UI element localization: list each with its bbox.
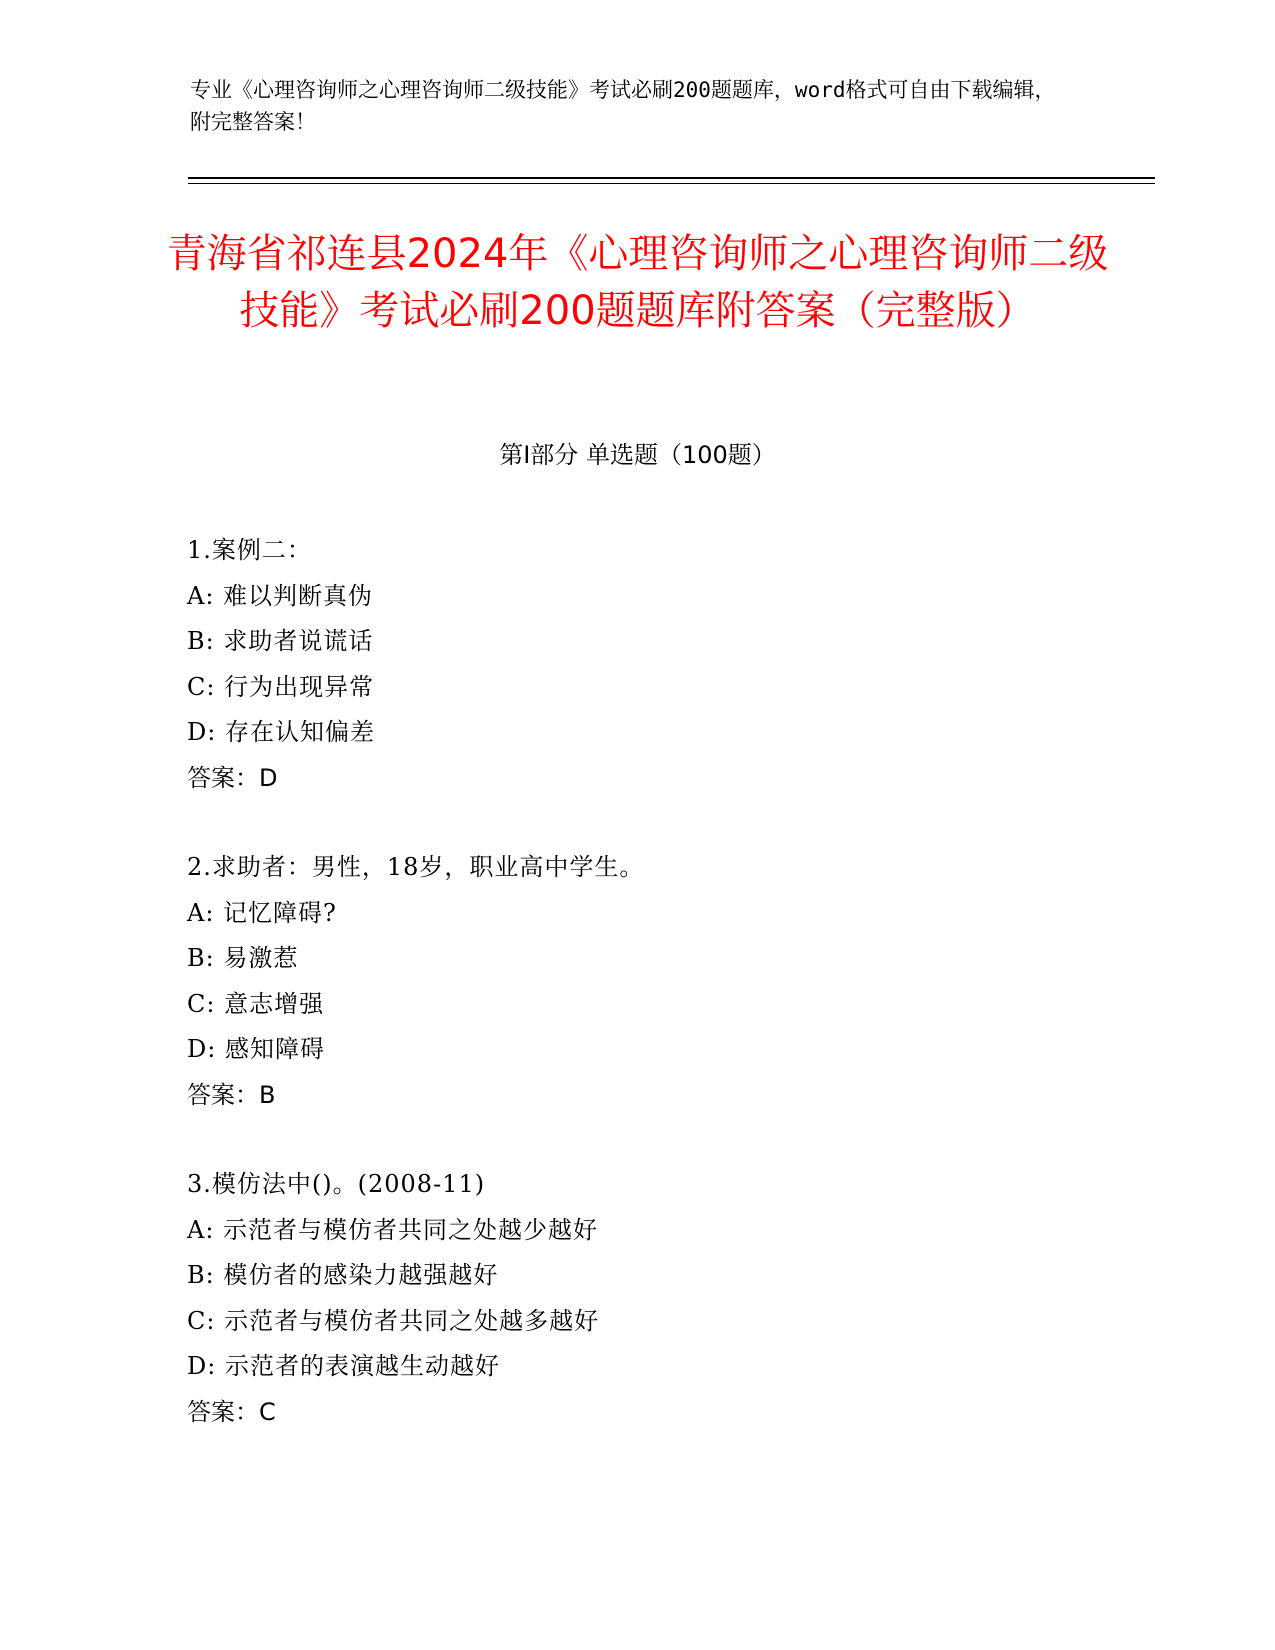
option-d: D: 示范者的表演越生动越好 (187, 1352, 500, 1380)
option-c: C: 意志增强 (187, 989, 325, 1018)
option-d: D: 存在认知偏差 (187, 718, 375, 746)
question-stem: 2.求助者：男性，18岁，职业高中学生。 (187, 853, 645, 881)
question-2 (187, 845, 1147, 1118)
option-a: A: 难以判断真伪 (187, 581, 374, 610)
header-rule-thick (188, 177, 1155, 179)
answer-line: 答案：D (187, 763, 278, 792)
header-rule-thin (188, 183, 1155, 184)
question-stem: 1.案例二： (187, 536, 312, 564)
option-c: C: 示范者与模仿者共同之处越多越好 (187, 1306, 600, 1335)
section-title: 第I部分 单选题（100题） (499, 441, 776, 469)
question-1 (187, 528, 1147, 801)
option-a: A: 示范者与模仿者共同之处越少越好 (187, 1215, 599, 1244)
option-b: B: 模仿者的感染力越强越好 (187, 1261, 499, 1289)
question-stem: 3.模仿法中()。(2008-11) (187, 1170, 486, 1198)
option-c: C: 行为出现异常 (187, 672, 375, 701)
question-list (187, 528, 1147, 1479)
option-b: B: 易激惹 (187, 944, 299, 972)
option-a: A: 记忆障碍? (187, 898, 337, 927)
question-3 (187, 1162, 1147, 1435)
answer-line: 答案：C (187, 1397, 276, 1426)
header-note: 专业《心理咨询师之心理咨询师二级技能》考试必刷200题题库，word格式可自由下载编辑，附完整答案！ (190, 78, 1056, 134)
document-title: 青海省祁连县2024年《心理咨询师之心理咨询师二级技能》考试必刷200题题库附答案（完整版） (166, 231, 1109, 334)
option-b: B: 求助者说谎话 (187, 627, 374, 655)
answer-line: 答案：B (187, 1080, 276, 1109)
option-d: D: 感知障碍 (187, 1035, 325, 1063)
